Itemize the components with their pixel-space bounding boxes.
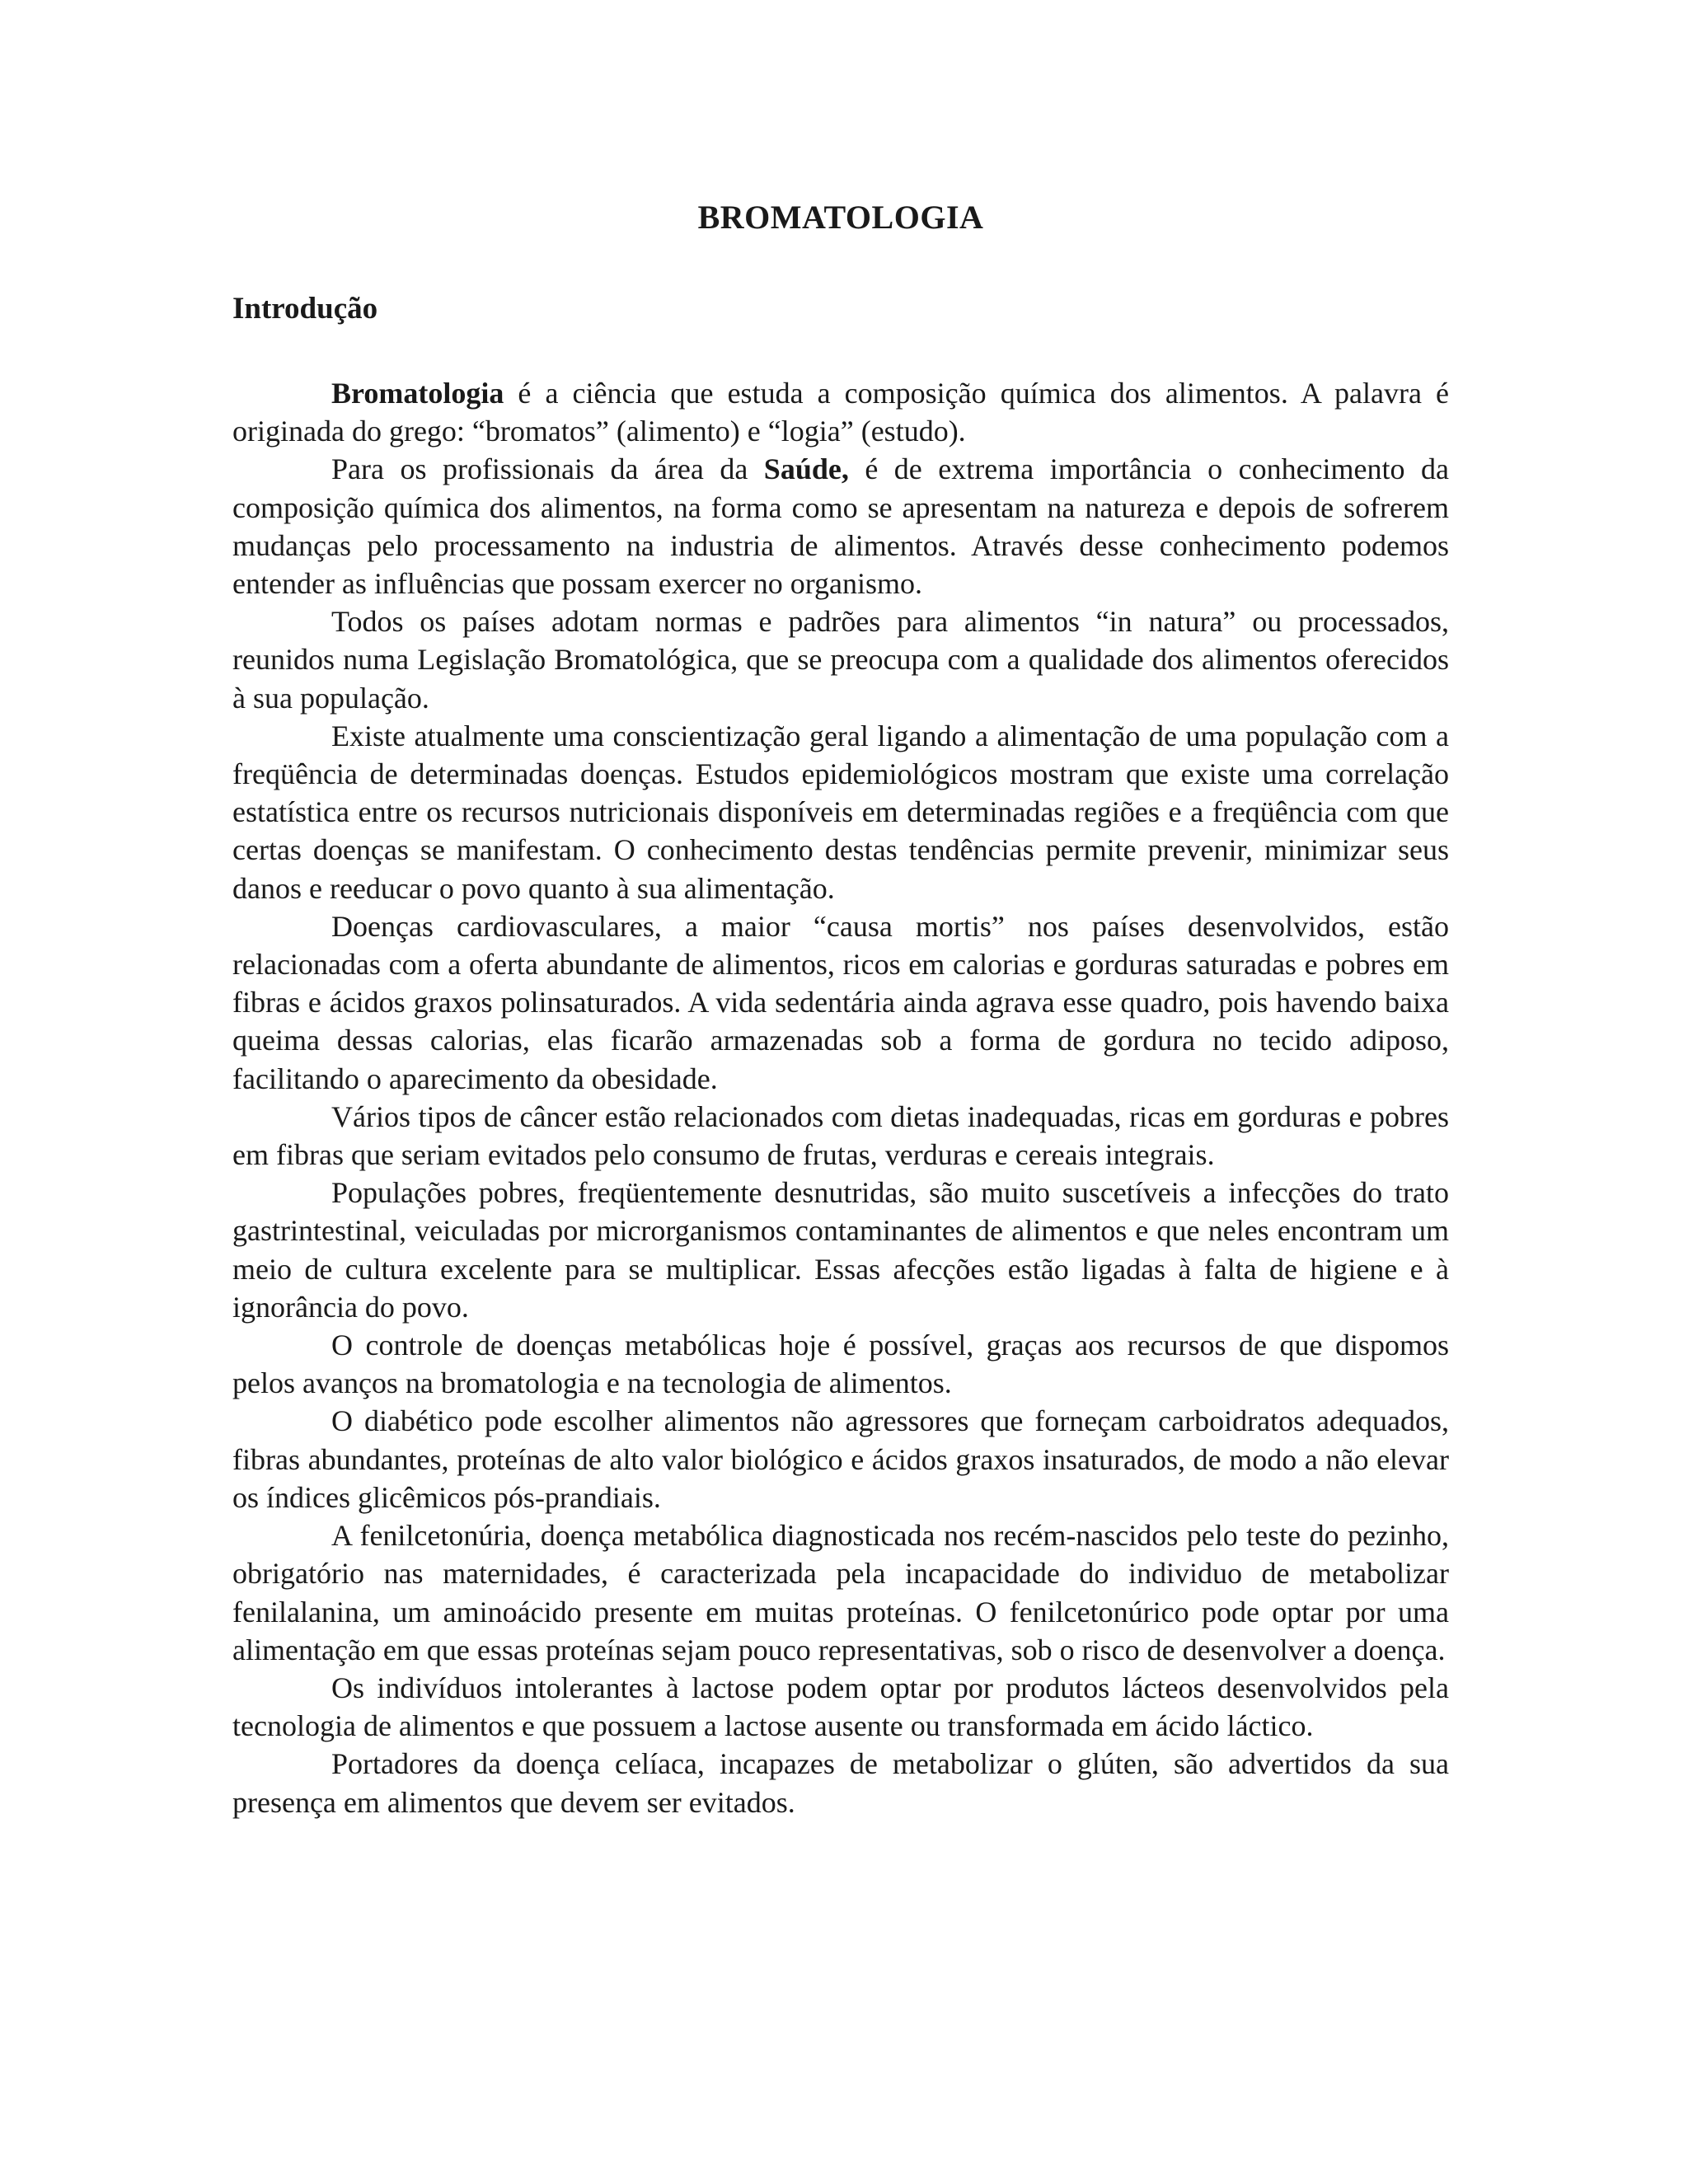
document-page [232, 194, 1449, 1821]
paragraph-poor-populations: Populações pobres, freqüentemente desnutridas, são muito suscetíveis a infecções do trato gastrintestinal, veiculadas por microrganismos contaminantes de alimentos e que neles encontram um meio de cultura excelente para se multiplicar. Essas afecções estão ligadas à falta de higiene e à ignorância do povo. [232, 1176, 1449, 1324]
bold-term: Saúde, [763, 452, 849, 486]
bold-term: Bromatologia [331, 377, 504, 410]
paragraph-phenylketonuria: A fenilcetonúria, doença metabólica diagnosticada nos recém-nascidos pelo teste do pezinho, obrigatório nas maternidades, é caracterizada pela incapacidade do individuo de metabolizar fenilalanina, um aminoácido presente em muitas proteínas. O fenilcetonúrico pode optar por uma alimentação em que essas proteínas sejam pouco representativas, sob o risco de desenvolver a doença. [232, 1519, 1449, 1666]
paragraph-text: é a ciência que estuda a composição química dos alimentos. A palavra é originada do grego: “bromatos” (alimento) e “logia” (estudo). [232, 377, 1449, 448]
paragraph-metabolic-control: O controle de doenças metabólicas hoje é possível, graças aos recursos de que dispomos pelos avanços na bromatologia e na tecnologia de alimentos. [232, 1329, 1449, 1400]
paragraph-legislation: Todos os países adotam normas e padrões para alimentos “in natura” ou processados, reunidos numa Legislação Bromatológica, que se preocupa com a qualidade dos alimentos oferecidos à sua população. [232, 605, 1449, 715]
paragraph-text: é de extrema importância o conhecimento da composição química dos alimentos, na forma como se apresentam na natureza e depois de sofrerem mudanças pelo processamento na industria de alimentos. Através desse conhecimento podemos entender as influências que possam exercer no organismo. [232, 452, 1449, 601]
body-text [232, 374, 1449, 1821]
paragraph-celiac: Portadores da doença celíaca, incapazes de metabolizar o glúten, são advertidos da sua presença em alimentos que devem ser evitados. [232, 1747, 1449, 1819]
paragraph-health [232, 450, 1449, 602]
paragraph-awareness: Existe atualmente uma conscientização geral ligando a alimentação de uma população com a freqüência de determinadas doenças. Estudos epidemiológicos mostram que existe uma correlação estatística entre os recursos nutricionais disponíveis em determinadas regiões e a freqüência com que certas doenças se manifestam. O conhecimento destas tendências permite prevenir, minimizar seus danos e reeducar o povo quanto à sua alimentação. [232, 719, 1449, 905]
paragraph-diabetes: O diabético pode escolher alimentos não agressores que forneçam carboidratos adequados, fibras abundantes, proteínas de alto valor biológico e ácidos graxos insaturados, de modo a não elevar os índices glicêmicos pós-prandiais. [232, 1404, 1449, 1514]
paragraph-cancer: Vários tipos de câncer estão relacionados com dietas inadequadas, ricas em gorduras e pobres em fibras que seriam evitados pelo consumo de frutas, verduras e cereais integrais. [232, 1099, 1449, 1172]
paragraph-cardiovascular: Doenças cardiovasculares, a maior “causa mortis” nos países desenvolvidos, estão relacionadas com a oferta abundante de alimentos, ricos em calorias e gorduras saturadas e pobres em fibras e ácidos graxos polinsaturados. A vida sedentária ainda agrava esse quadro, pois havendo baixa queima dessas calorias, elas ficarão armazenadas sob a forma de gordura no tecido adiposo, facilitando o aparecimento da obesidade. [232, 909, 1449, 1095]
paragraph-lactose: Os indivíduos intolerantes à lactose podem optar por produtos lácteos desenvolvidos pela tecnologia de alimentos e que possuem a lactose ausente ou transformada em ácido láctico. [232, 1671, 1449, 1743]
paragraph-text: Para os profissionais da área da [331, 452, 764, 486]
paragraph-definition [232, 374, 1449, 450]
section-heading: Introdução [232, 292, 378, 326]
document-title: BROMATOLOGIA [697, 199, 984, 236]
